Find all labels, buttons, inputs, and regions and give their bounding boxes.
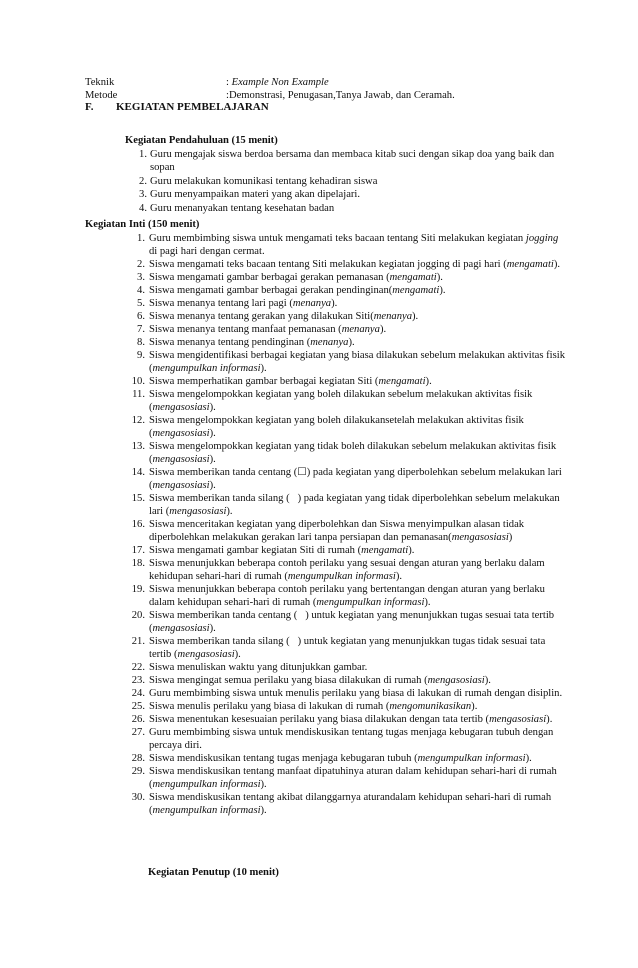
teknik-value-text: : Example Non Example — [226, 77, 329, 88]
activity-tag: mengamati — [378, 376, 426, 387]
item-text: ) — [508, 532, 513, 543]
item-text: ). — [412, 311, 419, 322]
activity-tag: mengamati — [506, 259, 554, 270]
item-text: ). — [260, 363, 267, 374]
item-text: ). — [260, 779, 267, 790]
list-number: 11. — [132, 389, 145, 400]
item-text: ). — [425, 376, 432, 387]
inti-item — [125, 557, 565, 583]
activity-tag: mengamati — [361, 545, 409, 556]
list-number: 10. — [131, 376, 145, 387]
inti-item — [125, 518, 565, 544]
activity-tag: mengasosiasi — [451, 532, 509, 543]
list-number: 12. — [131, 415, 145, 426]
inti-item — [125, 388, 565, 414]
list-number: 2. — [139, 175, 147, 187]
item-text: Siswa memberikan tanda centang (☐) pada kegiatan yang diperbolehkan sebelum melakukan lari ( — [149, 467, 562, 491]
item-text: ). — [226, 506, 233, 517]
item-text: ). — [408, 545, 415, 556]
list-number: 7. — [137, 324, 145, 335]
list-number: 3. — [139, 189, 147, 200]
inti-item — [125, 349, 565, 375]
inti-item — [125, 752, 565, 765]
activity-tag: menanya — [292, 298, 332, 309]
item-text: Siswa mengelompokkan kegiatan yang tidak boleh dilakukan sebelum melakukan aktivitas fisik ( — [149, 441, 557, 465]
list-number: 13. — [131, 441, 145, 452]
item-text: Siswa memberikan tanda centang ( ) untuk kegiatan yang menunjukkan tugas sesuai tata tertib ( — [149, 610, 555, 634]
inti-item — [125, 492, 565, 518]
inti-item — [125, 284, 565, 297]
item-text: Siswa menentukan kesesuaian perilaku yang biasa dilakukan dengan tata tertib ( — [149, 714, 490, 725]
item-text: Siswa mengamati teks bacaan tentang Siti melakukan kegiatan jogging di pagi hari ( — [149, 259, 507, 270]
item-text: ). — [484, 675, 491, 686]
inti-item — [125, 765, 565, 791]
list-number: 20. — [131, 610, 145, 621]
item-text: Siswa menunjukkan beberapa contoh perilaku yang sesuai dengan aturan yang berlaku dalam kehidupan sehari-hari di rumah ( — [149, 558, 545, 582]
item-text: Siswa menulis perilaku yang biasa di lakukan di rumah ( — [149, 701, 390, 712]
activity-tag: menanya — [310, 337, 349, 348]
inti-item — [125, 713, 565, 726]
activity-tag: mengasosiasi — [152, 428, 210, 439]
list-number: 2. — [137, 259, 145, 270]
pendahuluan-item — [127, 175, 557, 188]
item-text: Siswa mendiskusikan tentang tugas menjaga kebugaran tubuh ( — [149, 753, 418, 764]
inti-item — [125, 635, 565, 661]
activity-tag: mengasosiasi — [177, 649, 235, 660]
inti-item — [125, 440, 565, 466]
item-text: ). — [209, 480, 216, 491]
item-text: ). — [424, 597, 431, 608]
penutup-title: Kegiatan Penutup (10 menit) — [148, 867, 279, 878]
activity-tag: mengumpulkan informasi — [417, 753, 526, 764]
item-text: ). — [260, 805, 267, 816]
metode-label: Metode — [85, 90, 118, 101]
activity-tag: mengasosiasi — [489, 714, 547, 725]
inti-item — [125, 791, 565, 817]
list-number: 27. — [131, 727, 145, 738]
item-text: ). — [331, 298, 338, 309]
item-text: Siswa memberikan tanda silang ( ) untuk kegiatan yang menunjukkan tugas tidak sesuai tata tertib ( — [149, 636, 546, 660]
inti-item — [125, 687, 565, 700]
list-number: 4. — [139, 202, 147, 214]
activity-tag: menanya — [373, 311, 413, 322]
list-number: 19. — [131, 584, 145, 595]
item-text: ). — [525, 753, 532, 764]
item-text: Guru membimbing siswa untuk menulis perilaku yang biasa di lakukan di rumah dengan disiplin. — [149, 688, 563, 699]
item-text: Siswa memberikan tanda silang ( ) pada kegiatan yang tidak diperbolehkan sebelum melakukan lari ( — [149, 493, 560, 517]
item-text: ). — [234, 649, 241, 660]
item-text: ). — [209, 428, 216, 439]
activity-tag: mengumpulkan informasi — [287, 571, 396, 582]
inti-item — [125, 271, 565, 284]
activity-tag: mengomunikasikan — [389, 701, 472, 712]
item-text: Guru menyampaikan materi yang akan dipelajari. — [150, 189, 361, 200]
item-text: Siswa mengidentifikasi berbagai kegiatan yang biasa dilakukan sebelum melakukan aktivitas fisik ( — [149, 350, 565, 374]
list-number: 6. — [137, 311, 145, 322]
item-text: Guru membimbing siswa untuk mendiskusikan tentang tugas menjaga kebugaran tubuh dengan percaya diri. — [149, 727, 554, 751]
activity-tag: mengasosiasi — [152, 454, 210, 465]
pendahuluan-list — [127, 148, 557, 215]
item-text: ). — [209, 623, 216, 634]
pendahuluan-item — [127, 202, 557, 215]
item-text: Siswa menanya tentang gerakan yang dilakukan Siti( — [149, 311, 374, 322]
inti-item — [125, 726, 565, 752]
list-number: 21. — [131, 636, 145, 647]
item-text: Siswa menanya tentang pendinginan ( — [149, 337, 311, 348]
inti-item — [125, 310, 565, 323]
inti-item — [125, 375, 565, 388]
list-number: 14. — [131, 467, 145, 478]
pendahuluan-item — [127, 148, 557, 174]
item-text: Guru mengajak siswa berdoa bersama dan membaca kitab suci dengan sikap doa yang baik dan sopan — [150, 149, 555, 173]
item-text: ). — [209, 454, 216, 465]
activity-tag: mengasosiasi — [152, 623, 210, 634]
section-number: F. — [85, 101, 94, 113]
activity-tag: mengamati — [392, 285, 440, 296]
activity-tag: mengumpulkan informasi — [152, 805, 261, 816]
item-text: Guru membimbing siswa untuk mengamati teks bacaan tentang Siti melakukan kegiatan — [149, 233, 526, 244]
list-number: 3. — [137, 272, 145, 283]
list-number: 22. — [131, 662, 145, 673]
item-text: Siswa menceritakan kegiatan yang diperbolehkan dan Siswa menyimpulkan alasan tidak diperbolehkan melakukan gerakan lari tanpa persiapan dan pemanasan( — [149, 519, 525, 543]
teknik-label: Teknik — [85, 77, 115, 88]
teknik-value — [226, 76, 329, 89]
item-text: ). — [379, 324, 387, 335]
list-number: 16. — [131, 519, 145, 530]
item-text: ). — [348, 337, 355, 348]
list-number: 17. — [131, 545, 145, 556]
item-text: ). — [546, 714, 553, 725]
list-number: 15. — [131, 493, 145, 504]
activity-tag: mengasosiasi — [152, 402, 210, 413]
item-text: Siswa mengelompokkan kegiatan yang boleh dilakukansetelah melakukan aktivitas fisik ( — [149, 415, 524, 439]
activity-tag: mengumpulkan informasi — [152, 779, 261, 790]
list-number: 30. — [131, 792, 145, 803]
list-number: 25. — [131, 701, 145, 712]
item-text: ). — [553, 259, 561, 270]
list-number: 23. — [131, 675, 145, 686]
list-number: 18. — [131, 558, 145, 569]
activity-tag: mengasosiasi — [152, 480, 210, 491]
inti-item — [125, 466, 565, 492]
item-text: Siswa menanya tentang manfaat pemanasan ( — [149, 324, 342, 335]
metode-value: :Demonstrasi, Penugasan,Tanya Jawab, dan Ceramah. — [226, 90, 455, 101]
list-number: 5. — [137, 298, 145, 309]
list-number: 24. — [131, 688, 145, 699]
activity-tag: mengasosiasi — [427, 675, 485, 686]
inti-item — [125, 414, 565, 440]
item-text: Siswa mengingat semua perilaku yang biasa dilakukan di rumah ( — [149, 675, 428, 686]
list-number: 1. — [137, 233, 145, 244]
inti-item — [125, 609, 565, 635]
teknik-row — [85, 76, 605, 89]
list-number: 9. — [137, 350, 145, 361]
list-number: 8. — [137, 337, 145, 348]
item-text: di pagi hari dengan cermat. — [149, 246, 265, 257]
item-text: Siswa memperhatikan gambar berbagai kegiatan Siti ( — [149, 376, 379, 387]
item-text: Guru menanyakan tentang kesehatan badan — [150, 202, 335, 214]
inti-item — [125, 544, 565, 557]
inti-item — [125, 583, 565, 609]
inti-item — [125, 297, 565, 310]
pendahuluan-item — [127, 188, 557, 201]
inti-title: Kegiatan Inti (150 menit) — [85, 219, 200, 230]
inti-item — [125, 232, 565, 258]
item-text: Siswa mendiskusikan tentang akibat dilanggarnya aturandalam kehidupan sehari-hari di rumah ( — [149, 792, 552, 816]
activity-tag: mengumpulkan informasi — [316, 597, 425, 608]
pendahuluan-title: Kegiatan Pendahuluan (15 menit) — [125, 135, 278, 146]
item-text: ). — [436, 272, 443, 283]
item-text: ). — [395, 571, 403, 582]
item-text: ). — [471, 701, 478, 712]
section-title: KEGIATAN PEMBELAJARAN — [116, 101, 269, 113]
activity-tag: mengumpulkan informasi — [152, 363, 261, 374]
inti-item — [125, 336, 565, 349]
inti-item — [125, 674, 565, 687]
inti-item — [125, 700, 565, 713]
activity-tag: mengasosiasi — [169, 506, 227, 517]
item-text: ). — [209, 402, 216, 413]
activity-tag: mengamati — [389, 272, 437, 283]
item-text: ). — [439, 285, 446, 296]
inti-item — [125, 323, 565, 336]
item-text: Siswa menanya tentang lari pagi ( — [149, 298, 293, 309]
item-text: Siswa mengamati gambar berbagai gerakan pemanasan ( — [149, 272, 390, 283]
item-text: Siswa mengamati gambar berbagai gerakan pendinginan( — [149, 285, 393, 296]
list-number: 29. — [131, 766, 145, 777]
list-number: 26. — [131, 714, 145, 725]
list-number: 4. — [137, 285, 145, 296]
activity-tag: jogging — [525, 233, 559, 244]
item-text: Siswa mengelompokkan kegiatan yang boleh dilakukan sebelum melakukan aktivitas fisik ( — [149, 389, 533, 413]
list-number: 28. — [131, 753, 145, 764]
inti-list — [125, 232, 565, 817]
inti-item — [125, 258, 565, 271]
inti-item — [125, 661, 565, 674]
item-text: Siswa mendiskusikan tentang manfaat dipatuhinya aturan dalam kehidupan sehari-hari di rumah ( — [149, 766, 557, 790]
activity-tag: menanya — [341, 324, 380, 335]
item-text: Siswa menunjukkan beberapa contoh perilaku yang bertentangan dengan aturan yang berlaku dalam kehidupan sehari-hari di rumah ( — [149, 584, 545, 608]
item-text: Siswa mengamati gambar kegiatan Siti di rumah ( — [149, 545, 362, 556]
list-number: 1. — [139, 149, 147, 160]
item-text: Guru melakukan komunikasi tentang kehadiran siswa — [150, 175, 378, 187]
item-text: Siswa menuliskan waktu yang ditunjukkan gambar. — [149, 662, 368, 673]
